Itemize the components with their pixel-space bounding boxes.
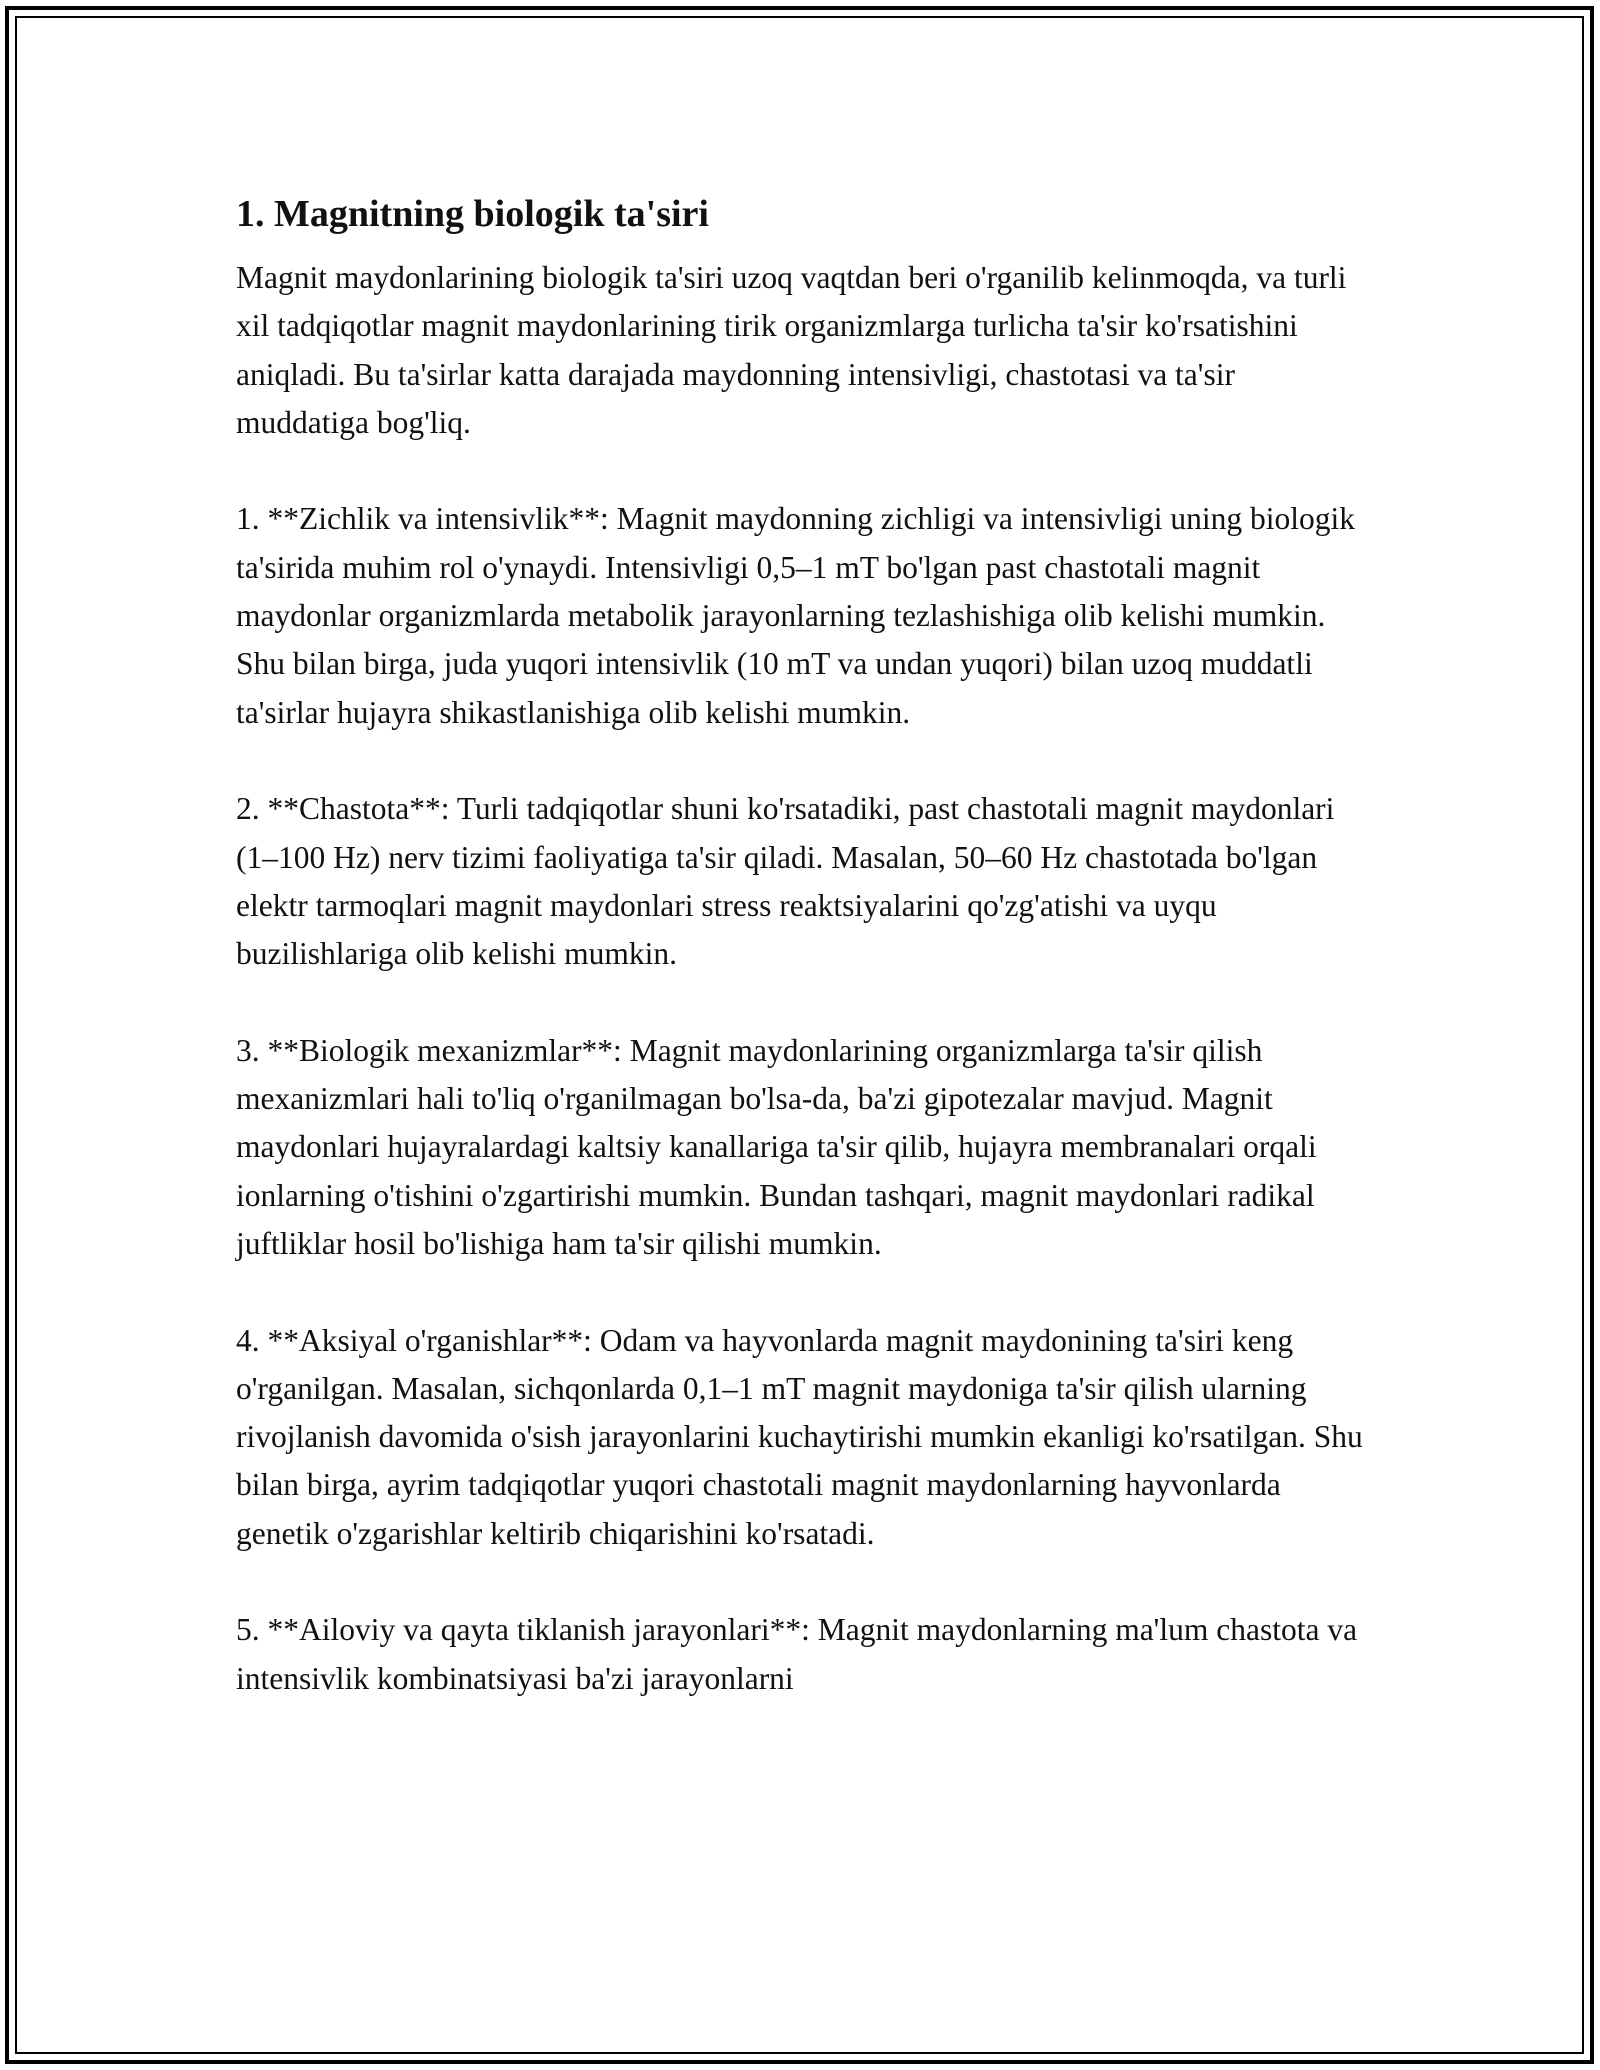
list-item-frequency: 2. **Chastota**: Turli tadqiqotlar shuni ko'rsatadiki, past chastotali magnit maydonlari (1–100 Hz) nerv tizimi faoliyatiga ta'sir qiladi. Masalan, 50–60 Hz chastotada bo'lgan elektr tarmoqlari magnit maydonlari stress reaktsiyalarini qo'zg'atishi va uyqu buzilishlariga olib kelishi mumkin. xyxy=(236,791,1335,972)
list-item-axial-studies: 4. **Aksiyal o'rganishlar**: Odam va hayvonlarda magnit maydonining ta'siri keng o'rganilgan. Masalan, sichqonlarda 0,1–1 mT magnit maydoniga ta'sir qilish ularning rivojlanish davomida o'sish jarayonlarini kuchaytirishi mumkin ekanligi ko'rsatilgan. Shu bilan birga, ayrim tadqiqotlar yuqori chastotali magnit maydonlarning hayvonlarda genetik o'zgarishlar keltirib chiqarishini ko'rsatadi. xyxy=(236,1322,1363,1551)
list-item-density-intensity: 1. **Zichlik va intensivlik**: Magnit maydonning zichligi va intensivligi uning biologik ta'sirida muhim rol o'ynaydi. Intensivligi 0,5–1 mT bo'lgan past chastotali magnit maydonlar organizmlarda metabolik jarayonlarning tezlashishiga olib kelishi mumkin. Shu bilan birga, juda yuqori intensivlik (10 mT va undan yuqori) bilan uzoq muddatli ta'sirlar hujayra shikastlanishiga olib kelishi mumkin. xyxy=(236,501,1356,730)
list-item-biological-mechanisms: 3. **Biologik mexanizmlar**: Magnit maydonlarining organizmlarga ta'sir qilish mexanizmlari hali to'liq o'rganilmagan bo'lsa-da, ba'zi gipotezalar mavjud. Magnit maydonlari hujayralardagi kaltsiy kanallariga ta'sir qilib, hujayra membranalari orqali ionlarning o'tishini o'zgartirishi mumkin. Bundan tashqari, magnit maydonlari radikal juftliklar hosil bo'lishiga ham ta'sir qilishi mumkin. xyxy=(236,1032,1317,1261)
document-body xyxy=(236,186,1366,1751)
list-item-recovery-processes: 5. **Ailoviy va qayta tiklanish jarayonlari**: Magnit maydonlarning ma'lum chastota va intensivlik kombinatsiyasi ba'zi jarayonlarni xyxy=(236,1612,1358,1696)
section-heading: 1. Magnitning biologik ta'siri xyxy=(236,193,709,235)
intro-paragraph: Magnit maydonlarining biologik ta'siri uzoq vaqtdan beri o'rganilib kelinmoqda, va turli xil tadqiqotlar magnit maydonlarining tirik organizmlarga turlicha ta'sir ko'rsatishini aniqladi. Bu ta'sirlar katta darajada maydonning intensivligi, chastotasi va ta'sir muddatiga bog'liq. xyxy=(236,260,1347,440)
